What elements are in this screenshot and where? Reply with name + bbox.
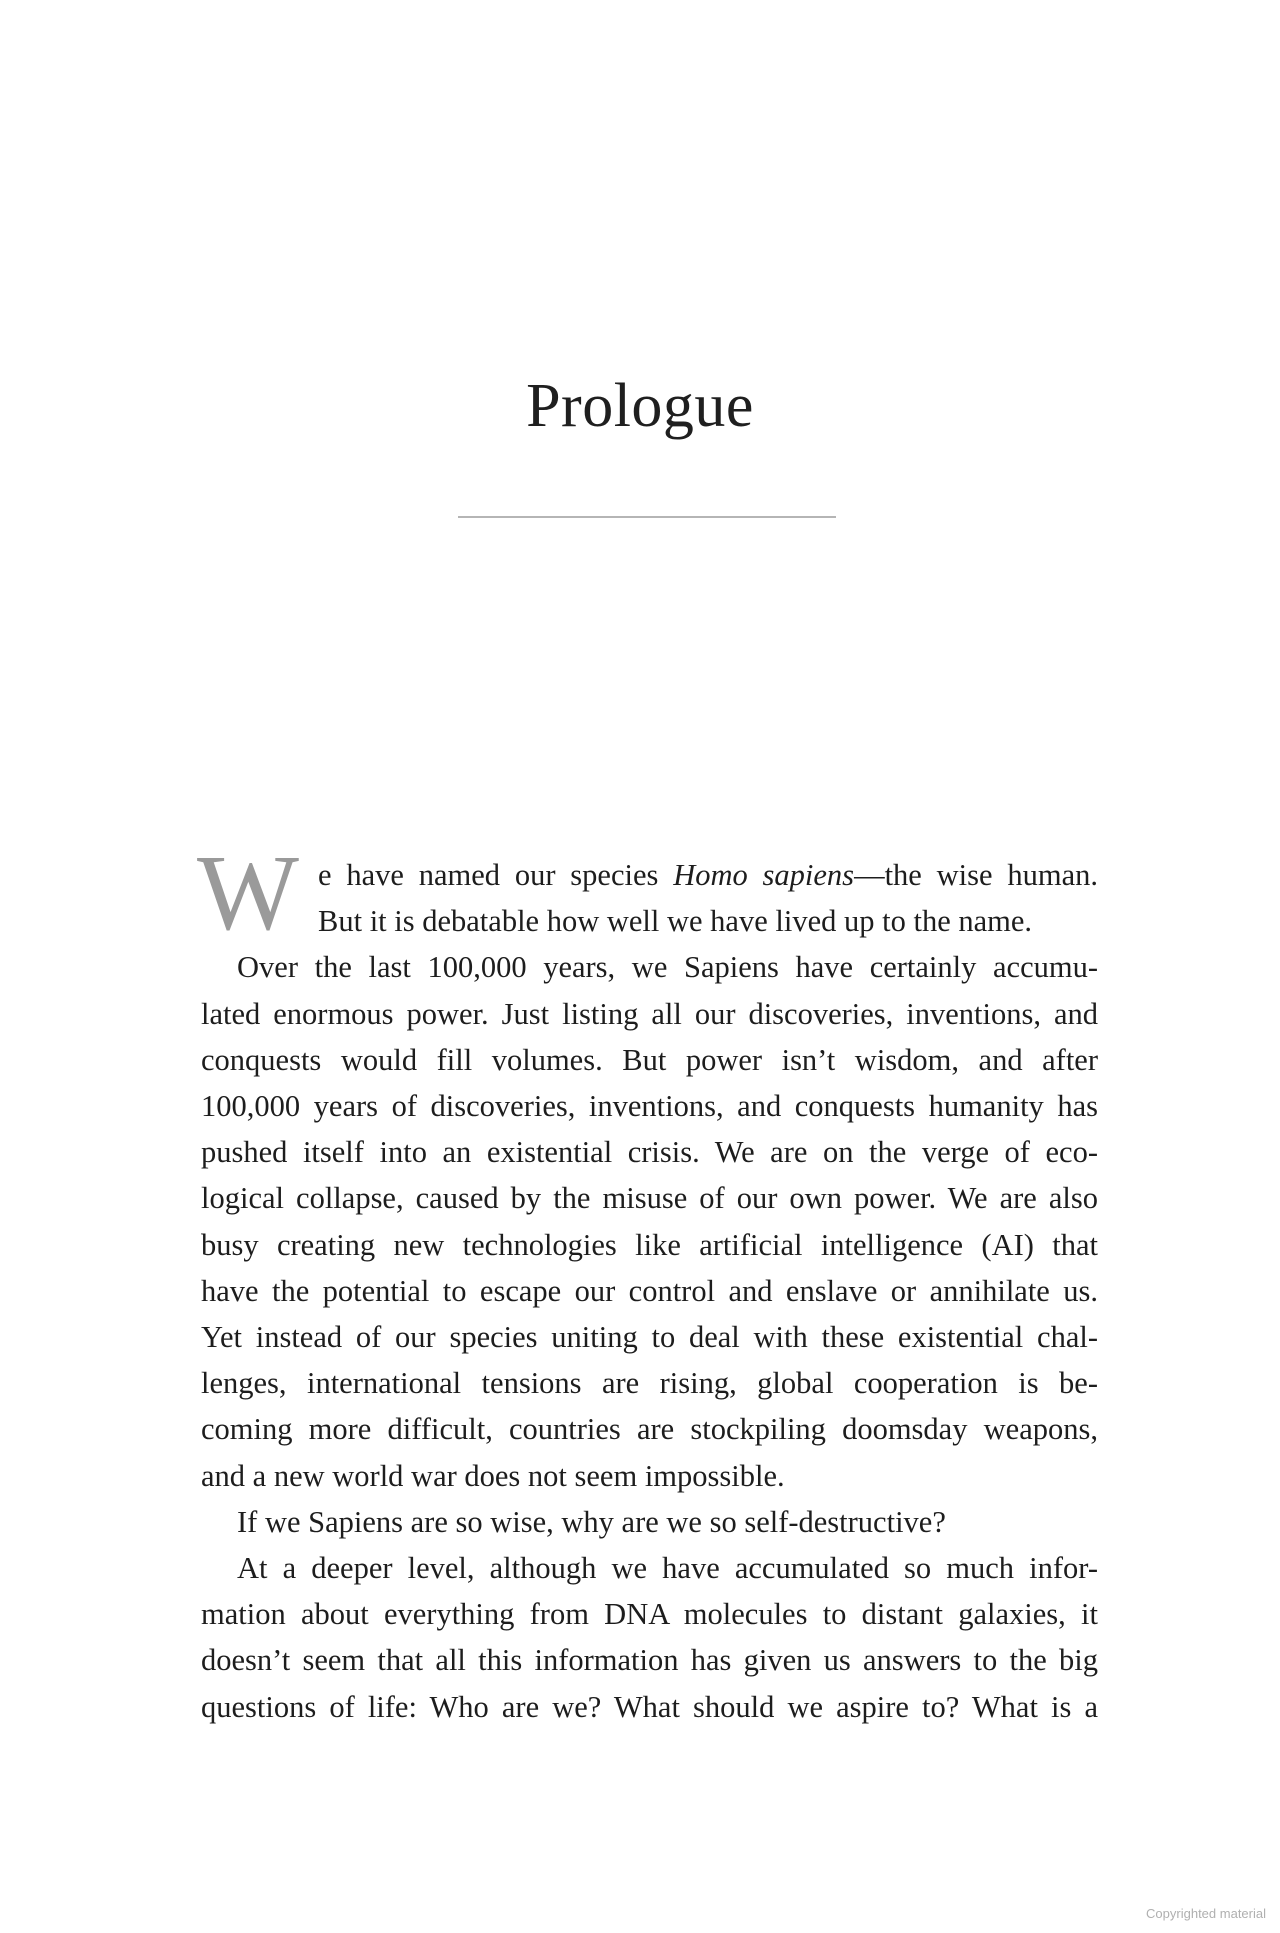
text-line: pushed itself into an existential crisis. We are on the verge of eco- bbox=[201, 1135, 1098, 1170]
text-line: doesn’t seem that all this information has given us answers to the big bbox=[201, 1643, 1098, 1678]
text-line: lenges, international tensions are rising, global cooperation is be- bbox=[201, 1366, 1098, 1401]
text-line: At a deeper level, although we have accumulated so much infor- bbox=[237, 1551, 1098, 1586]
text-line: busy creating new technologies like artificial intelligence (AI) that bbox=[201, 1227, 1098, 1262]
text-line bbox=[201, 852, 1098, 898]
italic-term: Homo sapiens bbox=[673, 858, 855, 892]
text-line: questions of life: Who are we? What should we aspire to? What is a bbox=[201, 1689, 1098, 1724]
text-line: 100,000 years of discoveries, inventions, and conquests humanity has bbox=[201, 1089, 1098, 1124]
text-line: Yet instead of our species uniting to deal with these existential chal- bbox=[201, 1320, 1098, 1355]
text-line: conquests would fill volumes. But power isn’t wisdom, and after bbox=[201, 1042, 1098, 1077]
text-line: coming more difficult, countries are stockpiling doomsday weapons, bbox=[201, 1412, 1098, 1447]
title-divider bbox=[458, 516, 836, 518]
text-line: and a new world war does not seem impossible. bbox=[201, 1458, 785, 1493]
paragraph-3 bbox=[201, 1499, 1098, 1545]
text-line: lated enormous power. Just listing all our discoveries, inventions, and bbox=[201, 996, 1098, 1031]
text-line: Over the last 100,000 years, we Sapiens have certainly accumu- bbox=[237, 950, 1098, 985]
body-text bbox=[197, 834, 1098, 1730]
paragraph-4 bbox=[201, 1545, 1098, 1730]
text-run: e have named our species bbox=[318, 858, 674, 892]
drop-cap: W bbox=[197, 834, 299, 953]
paragraph-2 bbox=[201, 944, 1098, 1498]
text-line: If we Sapiens are so wise, why are we so self-destructive? bbox=[237, 1504, 946, 1539]
paragraph-1 bbox=[197, 834, 1098, 953]
text-line: mation about everything from DNA molecules to distant galaxies, it bbox=[201, 1597, 1098, 1632]
chapter-title: Prologue bbox=[526, 372, 754, 440]
text-line: have the potential to escape our control and enslave or annihilate us. bbox=[201, 1273, 1098, 1308]
text-run: —the wise human. bbox=[854, 858, 1098, 892]
copyright-watermark: Copyrighted material bbox=[1146, 1906, 1266, 1921]
text-line: But it is debatable how well we have lived up to the name. bbox=[318, 904, 1033, 939]
text-line: logical collapse, caused by the misuse of our own power. We are also bbox=[201, 1181, 1098, 1216]
